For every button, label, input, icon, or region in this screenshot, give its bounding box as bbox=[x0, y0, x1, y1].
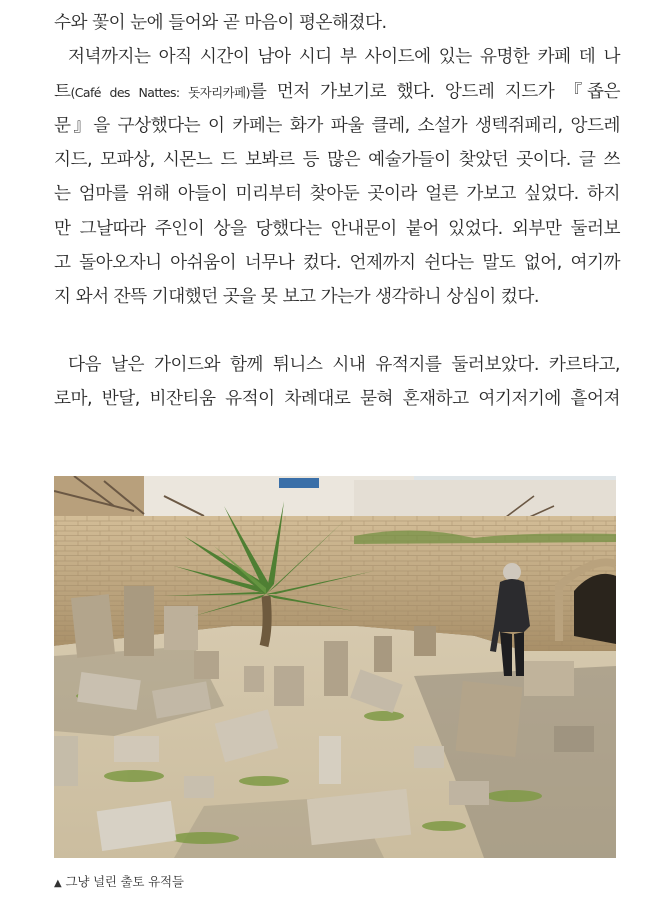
text-line: 문』을 구상했다는 이 카페는 화가 파울 클레, 소설가 생텍쥐페리, 앙드레 bbox=[54, 115, 620, 136]
text-line: 저녁까지는 아직 시간이 남아 시디 부 사이드에 있는 유명한 카페 데 나 bbox=[68, 47, 620, 68]
ruins-photo bbox=[54, 476, 616, 858]
paragraph-gap bbox=[54, 315, 620, 348]
text-line: 다음 날은 가이드와 함께 튀니스 시내 유적지를 둘러보았다. 카르타고, bbox=[68, 354, 620, 375]
text-line: 로마, 반달, 비잔티움 유적이 차례대로 묻혀 혼재하고 여기저기에 흩어져 bbox=[54, 388, 620, 409]
caption-marker: ▲ bbox=[54, 878, 62, 889]
text-fragment: 트 bbox=[54, 81, 71, 102]
text-line: 수와 꽃이 눈에 들어와 곧 마음이 평온해졌다. bbox=[54, 13, 387, 33]
text-line: 만 그날따라 주인이 상을 당했다는 안내문이 붙어 있었다. 외부만 둘러보 bbox=[54, 218, 620, 239]
blue-shutter bbox=[279, 478, 319, 488]
photo-caption bbox=[54, 874, 184, 892]
text-line: 지드, 모파상, 시몬느 드 보봐르 등 많은 예술가들이 찾았던 곳이다. 글 쓰 bbox=[54, 150, 620, 171]
caption-text: 그냥 널린 출토 유적들 bbox=[65, 874, 184, 889]
text-fragment: 를 먼저 가보기로 했다. 앙드레 지드가 『좁은 bbox=[249, 81, 620, 102]
body-text bbox=[54, 6, 620, 416]
ruins-photo-illustration bbox=[54, 476, 616, 858]
inline-annotation: (Café des Nattes: 돗자리카페) bbox=[70, 84, 250, 100]
text-line-with-note bbox=[54, 75, 620, 109]
text-line: 지 와서 잔뜩 기대했던 곳을 못 보고 가는가 생각하니 상심이 컸다. bbox=[54, 287, 539, 308]
text-line: 고 돌아오자니 아쉬움이 너무나 컸다. 언제까지 쉰다는 말도 없어, 여기까 bbox=[54, 253, 620, 274]
text-line: 는 엄마를 위해 아들이 미리부터 찾아둔 곳이라 얼른 가보고 싶었다. 하지 bbox=[54, 184, 620, 205]
